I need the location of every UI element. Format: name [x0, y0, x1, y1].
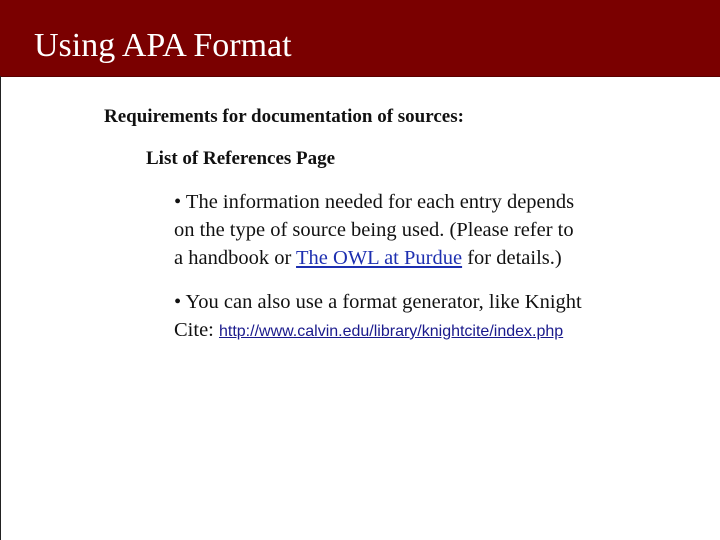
bullet-2-line-2	[174, 316, 694, 346]
title-bar	[0, 0, 720, 77]
bullet-1-line-3-suffix: for details.)	[462, 247, 562, 269]
bullet-1-line-1: • The information needed for each entry depends	[174, 191, 575, 213]
owl-purdue-link[interactable]: The OWL at Purdue	[296, 247, 463, 269]
bullet-2-line-1: • You can also use a format generator, like Knight	[174, 291, 582, 313]
section-heading: Requirements for documentation of sources:	[104, 106, 464, 127]
bullet-item-entry-info	[174, 188, 694, 272]
bullet-1-line-3-prefix: a handbook or	[174, 247, 297, 269]
bullet-1-line-2: on the type of source being used. (Please refer to	[174, 219, 574, 241]
knightcite-url-link[interactable]: http://www.calvin.edu/library/knightcite/index.php	[218, 323, 564, 340]
bullet-2-line-2-prefix: Cite:	[174, 319, 219, 341]
left-border-rule	[0, 76, 1, 540]
bullet-1-line-3	[174, 244, 694, 272]
slide-title: Using APA Format	[34, 27, 292, 64]
subsection-heading: List of References Page	[146, 148, 336, 169]
bullet-item-format-generator	[174, 288, 694, 346]
